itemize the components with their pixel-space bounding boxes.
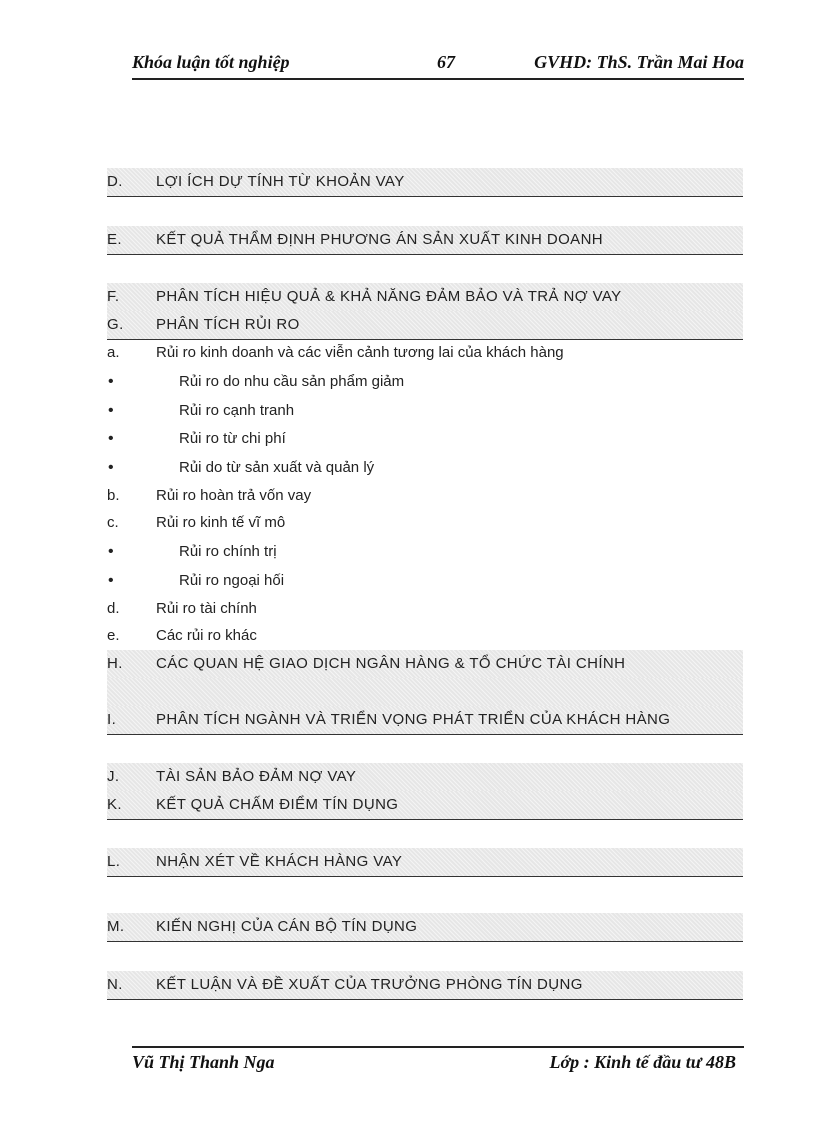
list-text: Rủi do từ sản xuất và quản lý (179, 459, 375, 476)
section-key: E. (107, 231, 122, 248)
section-key: K. (107, 796, 122, 813)
section-e (107, 226, 743, 255)
section-key: L. (107, 853, 121, 870)
list-marker: a. (107, 344, 120, 361)
bullet-icon: • (108, 572, 114, 589)
list-text: Rủi ro từ chi phí (179, 430, 286, 447)
list-text: Rủi ro chính trị (179, 543, 277, 560)
bullet-icon: • (108, 459, 114, 476)
list-item (107, 456, 743, 482)
list-item (107, 624, 743, 650)
section-d (107, 168, 743, 197)
list-item (107, 484, 743, 510)
section-key: D. (107, 173, 123, 190)
list-marker: b. (107, 487, 120, 504)
section-n (107, 971, 743, 1000)
section-key: H. (107, 655, 123, 672)
list-item (107, 341, 743, 367)
list-item (107, 511, 743, 537)
page-number: 67 (437, 52, 455, 72)
bullet-icon: • (108, 430, 114, 447)
list-item (107, 569, 743, 595)
section-key: M. (107, 918, 125, 935)
section-title: KẾT LUẬN VÀ ĐỀ XUẤT CỦA TRƯỞNG PHÒNG TÍN DỤNG (156, 976, 583, 993)
list-text: Rủi ro do nhu cầu sản phẩm giảm (179, 373, 405, 390)
section-title: LỢI ÍCH DỰ TÍNH TỪ KHOẢN VAY (156, 173, 405, 190)
section-f (107, 283, 743, 311)
section-j (107, 763, 743, 791)
list-text: Rủi ro tài chính (156, 600, 257, 617)
page-footer (132, 1046, 744, 1074)
section-l (107, 848, 743, 877)
class-label: Lớp : Kinh tế đầu tư 48B (549, 1052, 736, 1072)
thesis-label: Khóa luận tốt nghiệp (132, 52, 290, 72)
section-k (107, 791, 743, 820)
list-item (107, 399, 743, 425)
list-item (107, 427, 743, 453)
bullet-icon: • (108, 543, 114, 560)
section-title: KẾT QUẢ THẨM ĐỊNH PHƯƠNG ÁN SẢN XUẤT KINH DOANH (156, 231, 604, 248)
section-title: KẾT QUẢ CHẤM ĐIỂM TÍN DỤNG (156, 796, 399, 813)
list-marker: e. (107, 627, 120, 644)
list-text: Rủi ro ngoại hối (179, 572, 285, 589)
list-item (107, 540, 743, 566)
section-title: PHÂN TÍCH NGÀNH VÀ TRIỂN VỌNG PHÁT TRIỂN CỦA KHÁCH HÀNG (156, 711, 671, 728)
section-g (107, 311, 743, 340)
section-key: I. (107, 711, 117, 728)
list-item (107, 597, 743, 623)
list-text: Rủi ro hoàn trả vốn vay (156, 487, 312, 504)
section-title: TÀI SẢN BẢO ĐẢM NỢ VAY (156, 768, 357, 785)
section-key: G. (107, 316, 124, 333)
section-i (107, 706, 743, 735)
list-marker: d. (107, 600, 120, 617)
shaded-spacer (107, 678, 743, 706)
list-text: Rủi ro cạnh tranh (179, 402, 295, 419)
section-title: NHẬN XÉT VỀ KHÁCH HÀNG VAY (156, 853, 403, 870)
list-text: Rủi ro kinh doanh và các viễn cảnh tương lai của khách hàng (156, 344, 564, 361)
section-key: F. (107, 288, 120, 305)
bullet-icon: • (108, 402, 114, 419)
section-h (107, 650, 743, 678)
bullet-icon: • (108, 373, 114, 390)
list-item (107, 370, 743, 396)
section-title: PHÂN TÍCH HIỆU QUẢ & KHẢ NĂNG ĐẢM BẢO VÀ TRẢ NỢ VAY (156, 288, 622, 305)
section-title: PHÂN TÍCH RỦI RO (156, 316, 300, 333)
section-key: J. (107, 768, 120, 785)
section-title: KIẾN NGHỊ CỦA CÁN BỘ TÍN DỤNG (156, 918, 418, 935)
page-header (132, 52, 744, 80)
author-name: Vũ Thị Thanh Nga (132, 1052, 275, 1072)
list-text: Các rủi ro khác (156, 627, 257, 644)
list-text: Rủi ro kinh tế vĩ mô (156, 514, 286, 531)
section-m (107, 913, 743, 942)
advisor-label: GVHD: ThS. Trần Mai Hoa (534, 52, 744, 72)
section-key: N. (107, 976, 123, 993)
section-title: CÁC QUAN HỆ GIAO DỊCH NGÂN HÀNG & TỔ CHỨC TÀI CHÍNH (156, 655, 626, 672)
list-marker: c. (107, 514, 119, 531)
